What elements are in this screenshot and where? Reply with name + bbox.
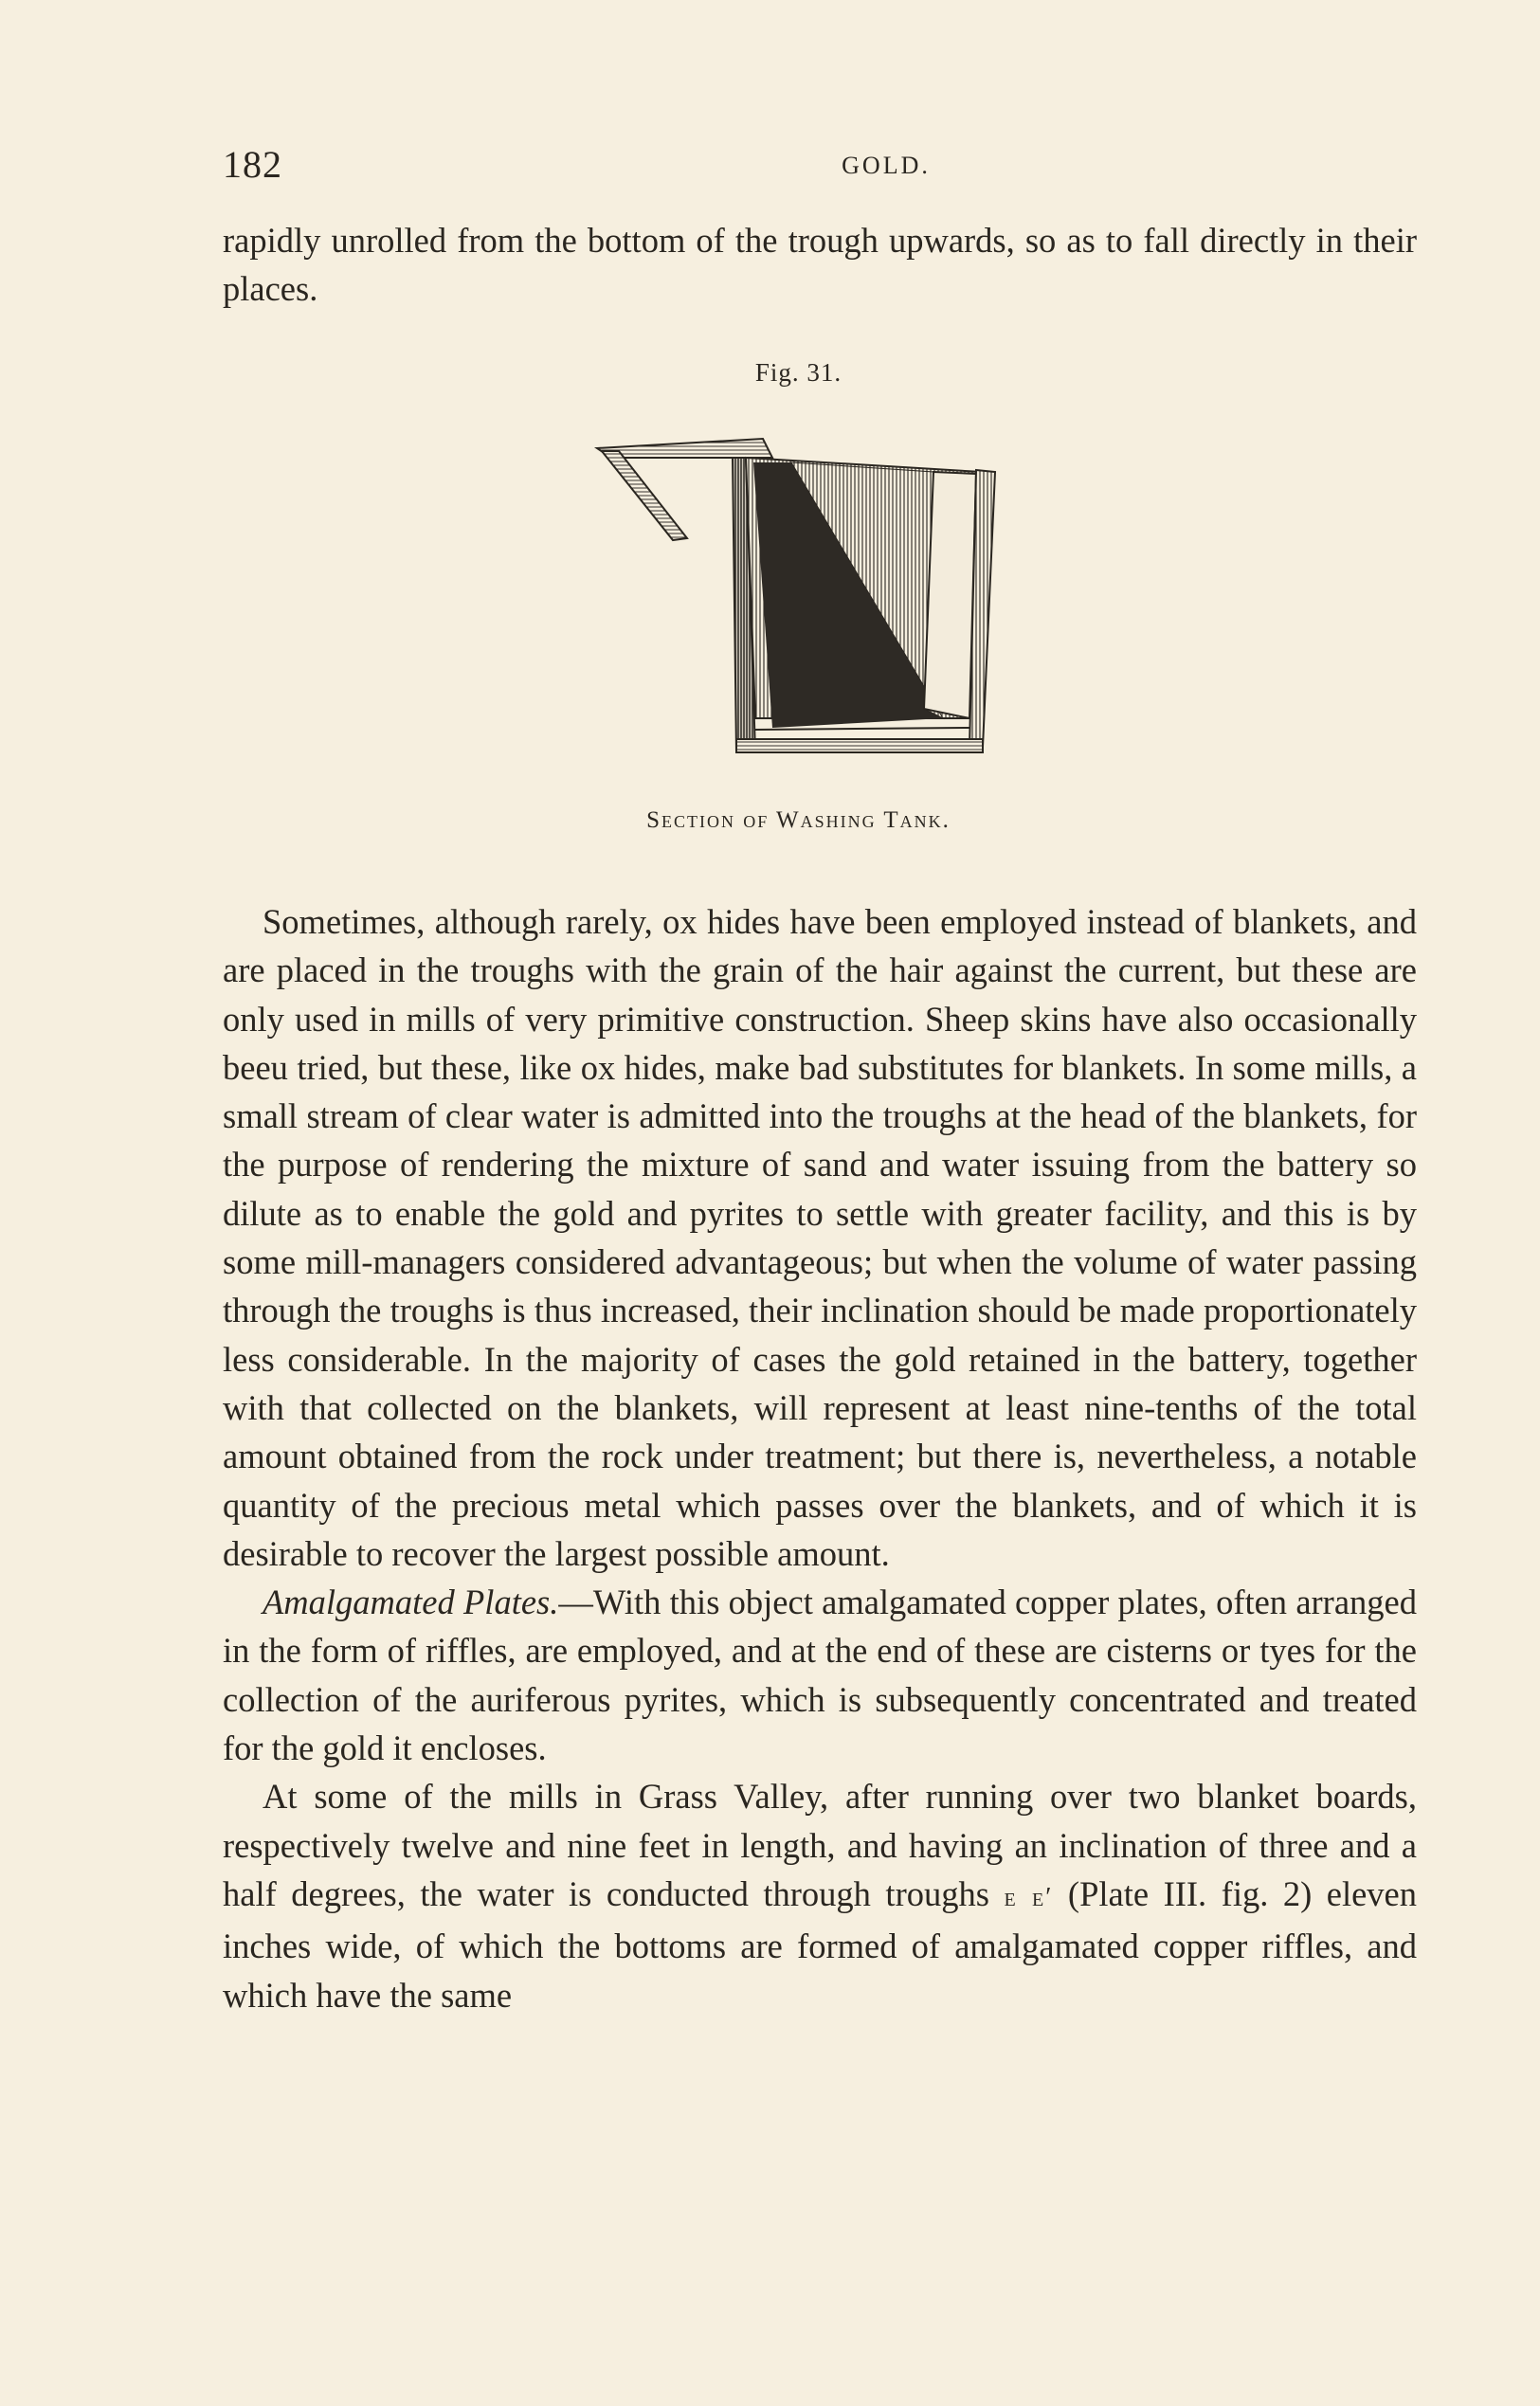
paragraph-ox-hides: Sometimes, although rarely, ox hides have been employed instead of blankets, and are placed in the troughs with the grain of the hair against the current, but these are only used in mills of very primitive construction. Sheep skins have also occasionally beeu tried, but these, like ox hides, make bad substitutes for blankets. In some mills, a small stream of clear water is admitted into the troughs at the head of the blankets, for the purpose of rendering the mixture of sand and water issuing from the battery so dilute as to enable the gold and pyrites to settle with greater facility, and this is by some mill-managers considered advantageous; but when the volume of water passing through the troughs is thus increased, their inclination should be made proportionately less considerable. In the majority of cases the gold retained in the battery, together with that collected on the blankets, will represent at least nine-tenths of the total amount obtained from the rock under treatment; but there is, nevertheless, a notable quantity of the precious metal which passes over the blankets, and of which it is desirable to recover the largest possible amount. (223, 902, 1417, 1573)
paragraph-text: At some of the mills in Grass Valley, after running over two blanket boards, respectively twelve and nine feet in length, and having an inclination of three and a half degrees, the water is conducted through troughs (223, 1777, 1417, 1913)
figure-caption: Section of Washing Tank. (646, 807, 951, 833)
page-number: 182 (223, 143, 282, 186)
paragraph-amalgamated-plates (223, 1578, 1417, 1772)
continued-paragraph (223, 216, 1417, 314)
running-head: GOLD. (842, 152, 931, 179)
washing-tank-illustration (592, 434, 1038, 766)
main-text (223, 897, 1417, 2019)
plate-reference: e e′ (1004, 1882, 1054, 1912)
paragraph-text: —With this object amalgamated copper plates, often arranged in the form of riffles, are employed, and at the end of these are cisterns or tyes for the collection of the auriferous pyrites, which is subsequently concentrated and treated for the gold it encloses. (223, 1583, 1417, 1768)
figure-label: Fig. 31. (754, 358, 842, 387)
paragraph-text: rapidly unrolled from the bottom of the trough upwards, so as to fall directly in their places. (223, 221, 1417, 309)
paragraph-text: (Plate III. fig. 2) eleven inches wide, of which the bottoms are formed of amalgamated copper riffles, and which have the same (223, 1873, 1418, 2015)
page-header (223, 142, 1417, 190)
paragraph-grass-valley (223, 1772, 1417, 2018)
section-heading-inline: Amalgamated Plates. (263, 1583, 559, 1622)
